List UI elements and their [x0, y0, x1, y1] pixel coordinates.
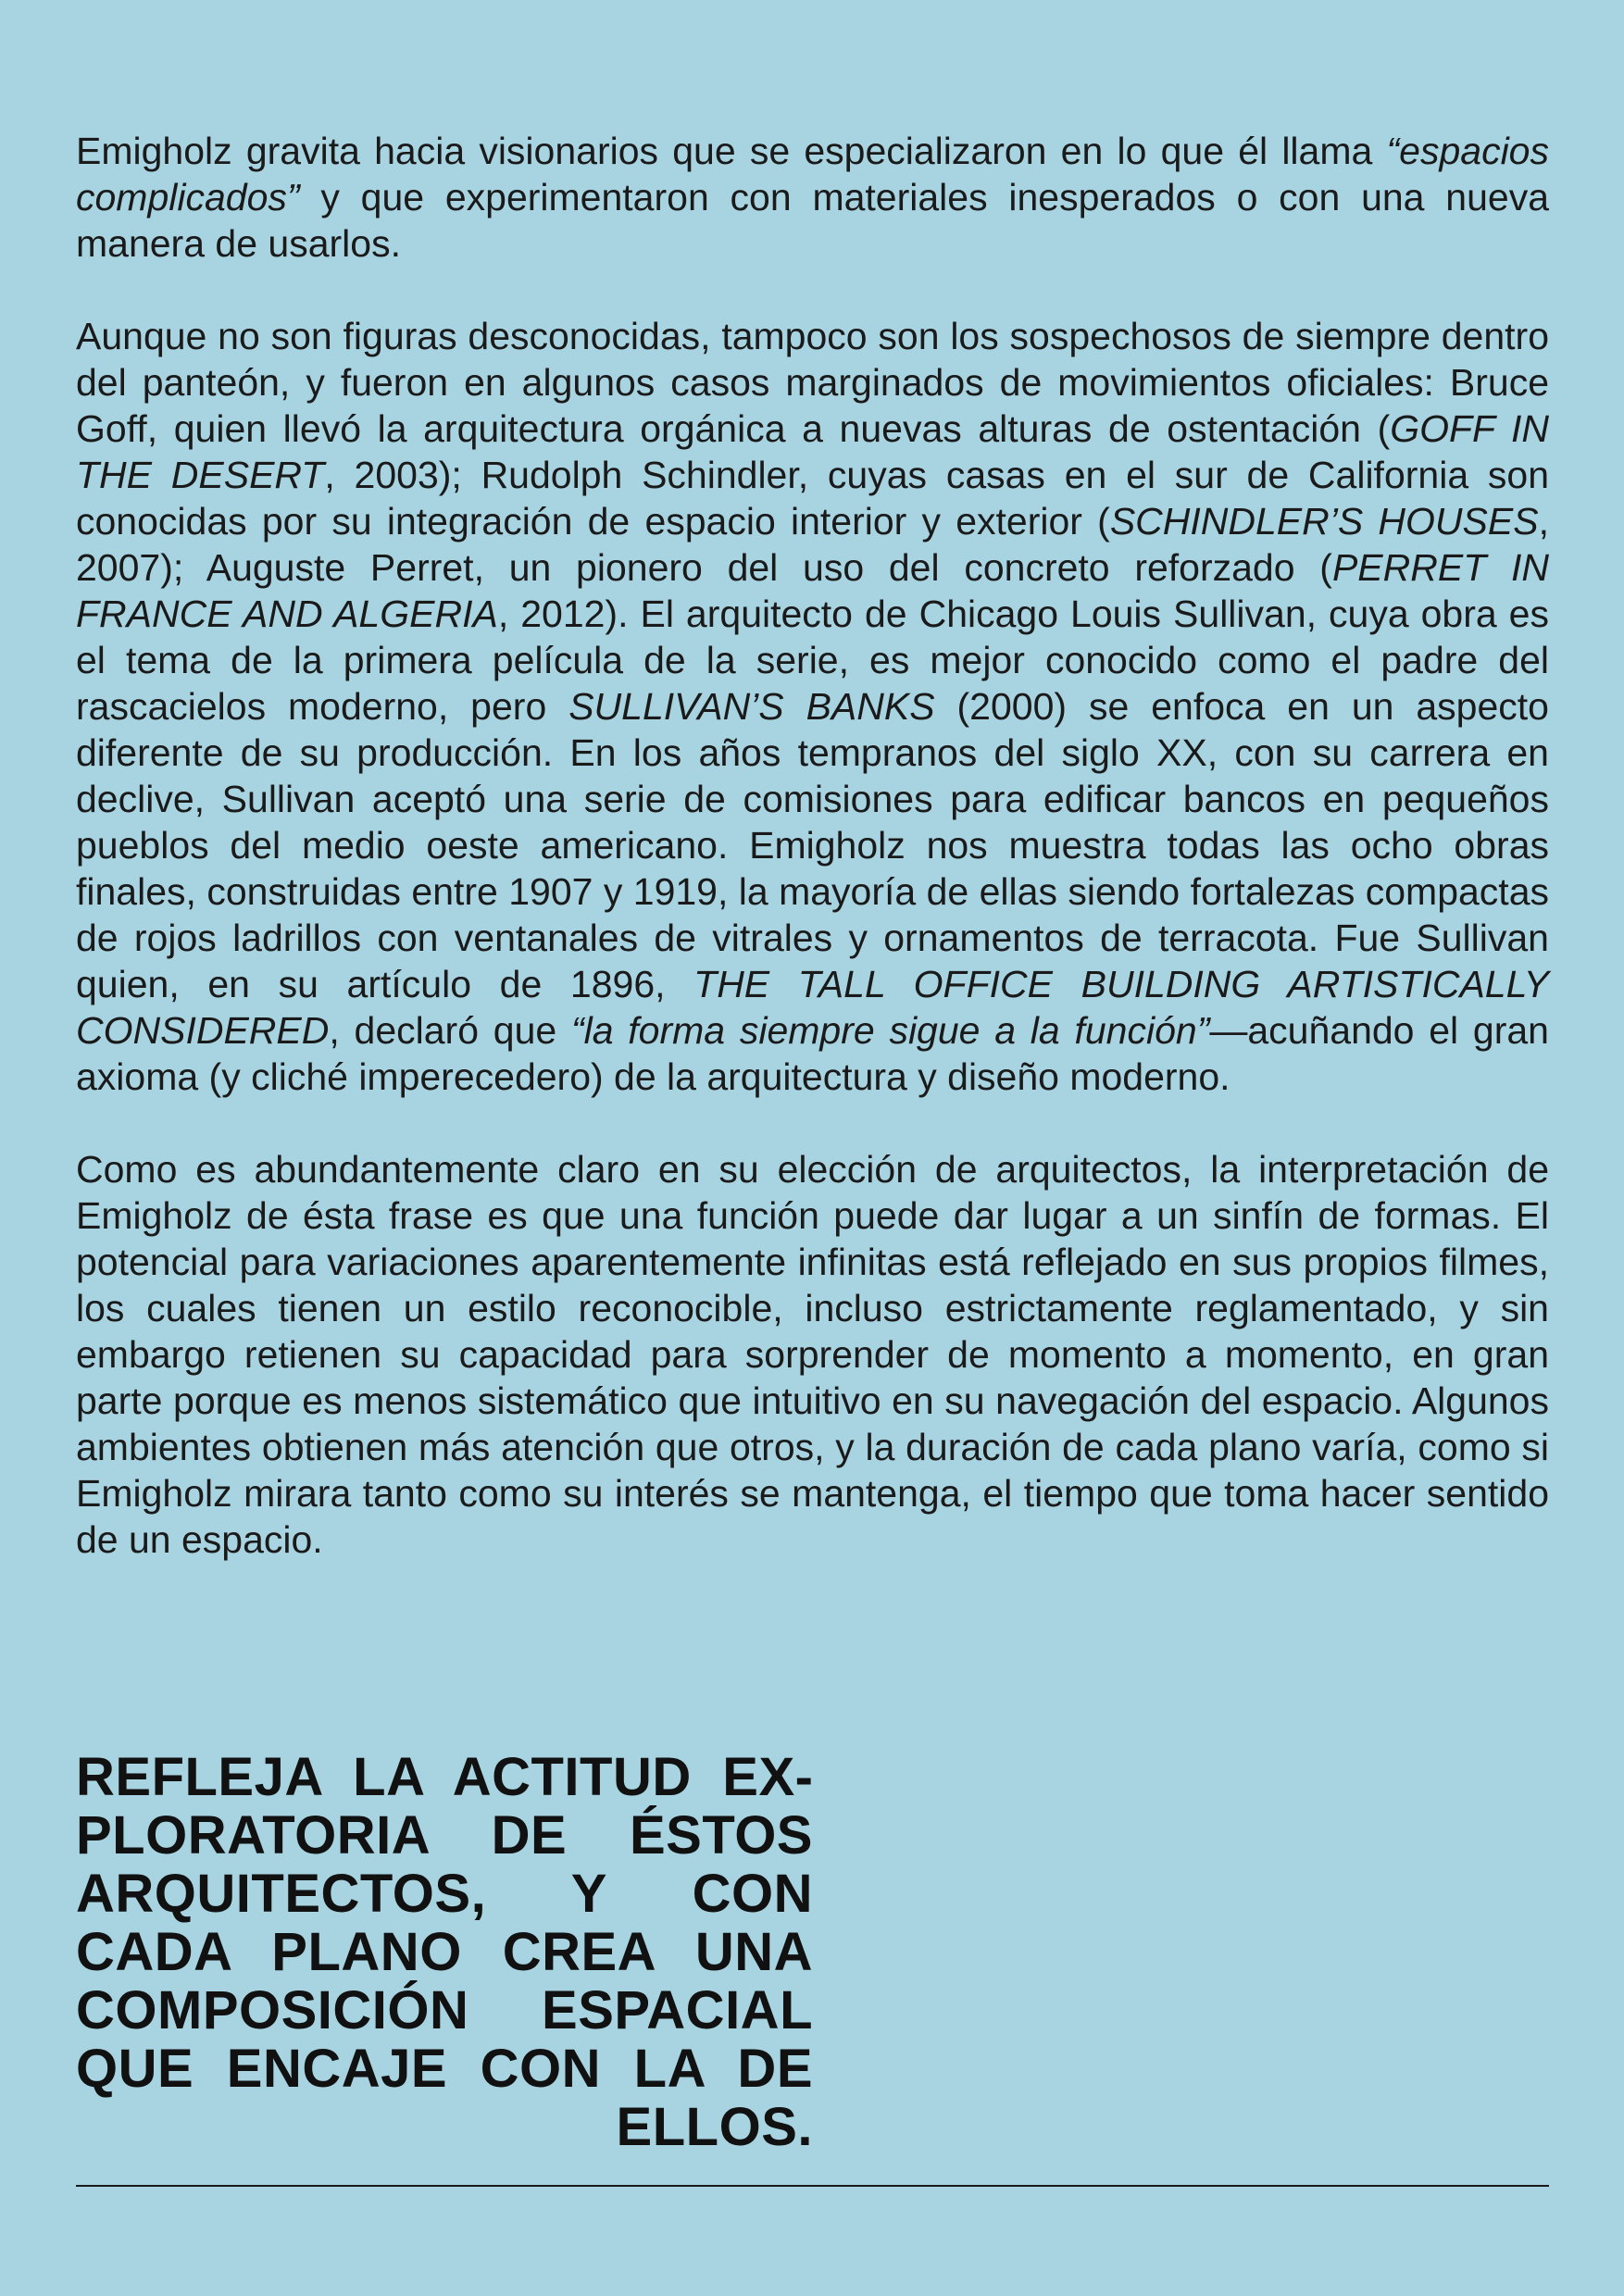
text-run: Emigholz gravita hacia visionarios que se especializaron en lo que él llama	[76, 130, 1387, 172]
paragraph-interpretation	[76, 1146, 1549, 1563]
film-title: SCHINDLER’S HOUSES	[1109, 500, 1539, 543]
text-run: , 2003); Rudolph Schindler, cuyas casas en el sur de California son conocidas por su integración de espacio interior y exterior (	[76, 454, 1550, 543]
text-run: Como es abundantemente claro en su elección de arquitectos, la interpretación de Emigholz de ésta frase es que una función puede dar lugar a un sinfín de formas. El potencial para variaciones aparentemente infinitas está reflejado en sus propios filmes, los cuales tienen un estilo reconocible, incluso estrictamente reglamentado, y sin embargo retienen su capacidad para sorprender de momento a momento, en gran parte porque es menos sistemático que intuitivo en su navegación del espacio. Algunos ambientes obtienen más atención que otros, y la duración de cada plano varía, como si Emigholz mirara tanto como su interés se mantenga, el tiempo que toma hacer sentido de un espacio.	[76, 1148, 1549, 1561]
text-run: —acuñando el gran axioma (y cliché imperecedero) de la arquitectura y diseño moderno.	[76, 1009, 1549, 1098]
bottom-divider	[76, 2185, 1549, 2187]
film-title: PERRET IN FRANCE AND ALGERIA	[76, 546, 1549, 635]
italic-quote: “espacios complicados”	[76, 130, 1549, 218]
text-run: Aunque no son figuras desconocidas, tampoco son los sospechosos de siempre dentro del panteón, y fueron en algunos casos marginados de movimientos oficiales: Bruce Goff, quien llevó la arquitectura orgánica a nuevas alturas de ostentación (	[76, 315, 1549, 450]
text-run: , 2012). El arquitecto de Chicago Louis Sullivan, cuya obra es el tema de la primera película de la serie, es mejor conocido como el padre del rascacielos moderno, pero	[76, 593, 1549, 728]
text-run: , declaró que	[329, 1009, 571, 1052]
italic-quote: “la forma siempre sigue a la función”	[570, 1009, 1210, 1052]
article-title: THE TALL OFFICE BUILDING ARTISTICALLY CONSIDERED	[76, 963, 1549, 1052]
film-title: SULLIVAN’S BANKS	[568, 685, 935, 728]
paragraph-intro	[76, 128, 1549, 267]
text-run: y que experimentaron con materiales inesperados o con una nueva manera de usarlos.	[76, 176, 1549, 265]
film-title: GOFF IN THE DESERT	[76, 407, 1549, 496]
pull-quote: REFLEJA LA ACTITUD EXPLORATORIA DE ÉSTOS ARQUITECTOS, Y CON CADA PLANO CREA UNA COMPOSICIÓN ESPACIAL QUE ENCAJE CON LA DE ELLOS.	[76, 1747, 813, 2157]
text-run: , 2007); Auguste Perret, un pionero del uso del concreto reforzado (	[76, 500, 1549, 589]
article-body	[76, 128, 1549, 1609]
text-run: (2000) se enfoca en un aspecto diferente de su producción. En los años tempranos del siglo XX, con su carrera en declive, Sullivan aceptó una serie de comisiones para edificar bancos en pequeños pueblos del medio oeste americano. Emigholz nos muestra todas las ocho obras finales, construidas entre 1907 y 1919, la mayoría de ellas siendo fortalezas compactas de rojos ladrillos con ventanales de vitrales y ornamentos de terracota. Fue Sullivan quien, en su artículo de 1896,	[76, 685, 1549, 1005]
paragraph-architects	[76, 313, 1549, 1100]
